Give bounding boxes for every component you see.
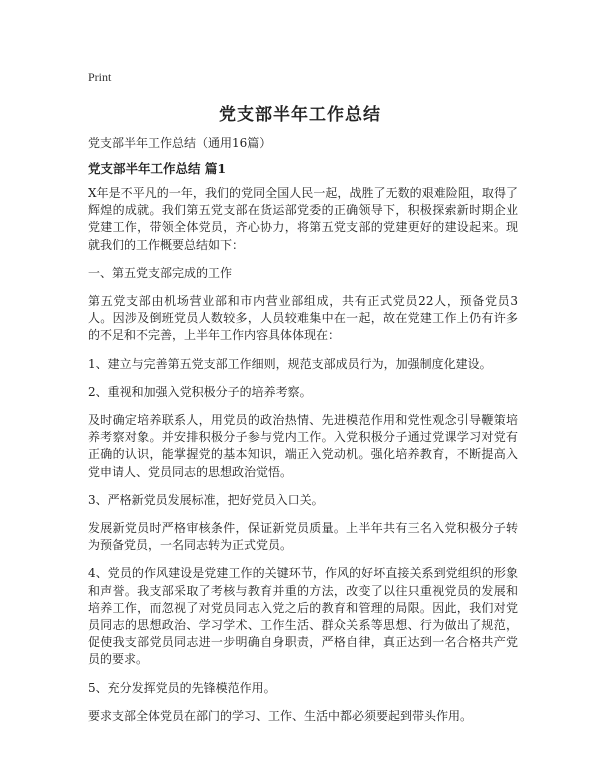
paragraph-heading-completed-work: 一、第五党支部完成的工作 [88, 265, 233, 280]
document-title: 党支部半年工作总结 [219, 105, 381, 125]
paragraph-item-2-detail: 及时确定培养联系人，用党员的政治热情、先进模范作用和党性观念引导鞭策培养考察对象。并安排积极分子参与党内工作。入党积极分子通过党课学习对党有正确的认识，能掌握党的基本知识，端正入党动机。强化培养教育，不断提高入党申请人、党员同志的思想政治觉悟。 [88, 413, 518, 479]
document-subtitle: 党支部半年工作总结（通用16篇） [88, 136, 272, 150]
print-link[interactable]: Print [88, 70, 112, 84]
paragraph-item-3: 3、严格新党员发展标准，把好党员入口关。 [88, 492, 324, 507]
document-body [88, 135, 518, 736]
paragraph-item-5-detail: 要求支部全体党员在部门的学习、工作、生活中都必须要起到带头作用。 [88, 708, 473, 723]
paragraph-item-2: 2、重视和加强入党积极分子的培养考察。 [88, 384, 312, 399]
paragraph-item-5: 5、充分发挥党员的先锋模范作用。 [88, 680, 276, 695]
paragraph-item-1: 1、建立与完善第五党支部工作细则，规范支部成员行为，加强制度化建设。 [88, 356, 492, 371]
paragraph-item-4: 4、党员的作风建设是党建工作的关键环节，作风的好坏直接关系到党组织的形象和声誉。我支部采取了考核与教育并重的方法，改变了以往只重视党员的发展和培养工作，而忽视了对党员同志入党之后的教育和管理的局限。因此，我们对党员同志的思想政治、学习学术、工作生活、群众关系等思想、行为做出了规范，促使我支部党员同志进一步明确自身职责，严格自律，真正达到一名合格共产党员的要求。 [88, 566, 518, 667]
section-title: 党支部半年工作总结 篇1 [88, 161, 227, 176]
paragraph-branch-overview: 第五党支部由机场营业部和市内营业部组成，共有正式党员22人，预备党员3人。因涉及倒班党员人数较多，人员较难集中在一起，故在党建工作上仍有许多的不足和不完善，上半年工作内容具体体现在： [88, 294, 518, 343]
paragraph-intro: X年是不平凡的一年，我们的党同全国人民一起，战胜了无数的艰难险阻，取得了辉煌的成就。我们第五党支部在货运部党委的正确领导下，积极探索新时期企业党建工作，带领全体党员，齐心协力，将第五党支部的党建更好的建设起来。现就我们的工作概要总结如下： [88, 186, 518, 252]
paragraph-item-3-detail: 发展新党员时严格审核条件，保证新党员质量。上半年共有三名入党积极分子转为预备党员，一名同志转为正式党员。 [88, 521, 518, 553]
